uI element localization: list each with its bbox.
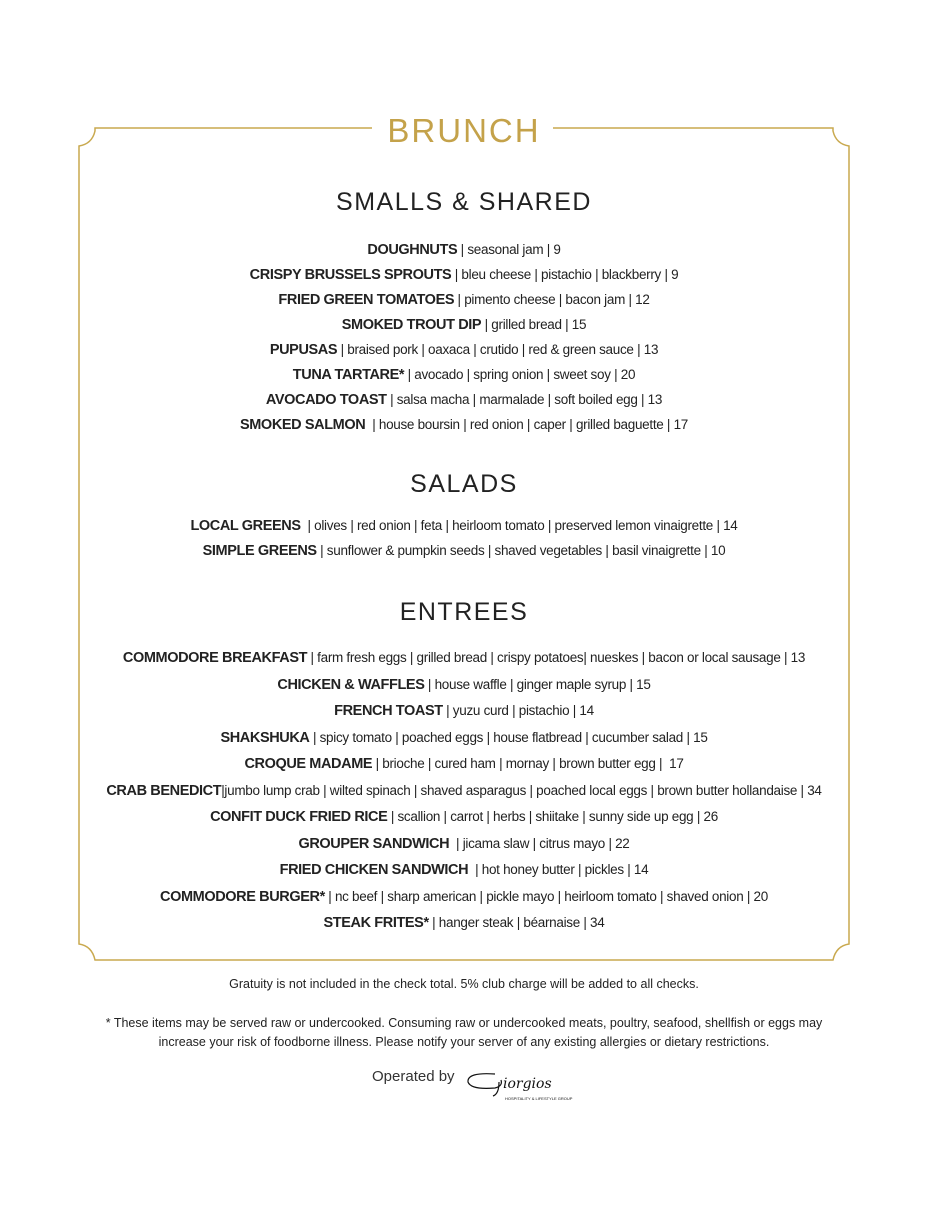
menu-item-name: COMMODORE BURGER* [160,888,325,905]
menu-item [0,312,928,337]
menu-item-description: | bleu cheese | pistachio | blackberry | 9 [451,267,679,282]
menu-item-description: | avocado | spring onion | sweet soy | 20 [404,367,636,382]
menu-item-description: | brioche | cured ham | mornay | brown butter egg | 17 [372,756,684,771]
menu-item-description: | spicy tomato | poached eggs | house flatbread | cucumber salad | 15 [309,729,708,745]
menu-item [0,751,928,778]
menu-item-name: DOUGHNUTS [367,242,458,258]
section-heading-smalls: SMALLS & SHARED [336,188,592,216]
menu-item-description: | sunflower & pumpkin seeds | shaved vegetables | basil vinaigrette | 10 [316,543,726,558]
menu-item [0,387,928,412]
menu-item [0,237,928,262]
section-heading-entrees: ENTREES [399,598,529,626]
giorgios-logo [465,1068,573,1104]
menu-item-name: STEAK FRITES* [323,915,429,931]
menu-item-description: | braised pork | oaxaca | crutido | red & green sauce | 13 [337,342,659,357]
menu-item-description: | salsa macha | marmalade | soft boiled egg | 13 [386,392,663,407]
raw-warning-line-2: increase your risk of foodborne illness. Please notify your server of any existing allergies or dietary restrictions. [158,1035,770,1049]
menu-item-description: | scallion | carrot | herbs | shiitake | sunny side up egg | 26 [387,809,718,824]
menu-item [0,831,928,858]
menu-item-description: | yuzu curd | pistachio | 14 [442,703,594,718]
menu-item-description: | nc beef | sharp american | pickle mayo | heirloom tomato | shaved onion | 20 [324,888,768,904]
menu-item [0,412,928,437]
menu-item [0,698,928,725]
menu-item [0,645,928,672]
menu-item [0,910,928,937]
menu-item-name: SHAKSHUKA [220,729,310,746]
menu-item [0,513,928,538]
menu-item-name: CHICKEN & WAFFLES [277,676,425,693]
menu-item-name: CRAB BENEDICT [106,782,222,799]
menu-item [0,725,928,752]
menu-item-name: CONFIT DUCK FRIED RICE [210,809,388,825]
menu-item-description: |jumbo lump crab | wilted spinach | shaved asparagus | poached local eggs | brown butter hollandaise | 34 [221,782,822,798]
menu-item [0,362,928,387]
menu-item-name: FRIED CHICKEN SANDWICH [279,862,469,878]
menu-item-name: FRENCH TOAST [334,703,443,719]
menu-item [0,884,928,911]
section-heading-salads: SALADS [410,470,518,498]
menu-item-name: AVOCADO TOAST [265,392,387,408]
menu-item-name: SMOKED SALMON [239,417,366,433]
menu-item-description: | jicama slaw | citrus mayo | 22 [449,835,630,851]
menu-item-name: SIMPLE GREENS [202,543,317,559]
menu-item [0,804,928,831]
menu-item-description: | grilled bread | 15 [481,317,587,332]
salads-list [0,513,928,563]
menu-item-description: | house waffle | ginger maple syrup | 15 [424,676,651,692]
menu-item-name: LOCAL GREENS [190,518,301,534]
entrees-list [0,645,928,937]
menu-item-description: | seasonal jam | 9 [457,242,561,257]
gratuity-note: Gratuity is not included in the check total. 5% club charge will be added to all checks. [229,977,699,991]
menu-item [0,262,928,287]
menu-item [0,672,928,699]
menu-title: BRUNCH [387,112,541,149]
menu-item-name: TUNA TARTARE* [292,367,405,383]
menu-item [0,287,928,312]
smalls-list [0,237,928,437]
operated-by-label: Operated by [372,1068,455,1085]
raw-warning-line-1: * These items may be served raw or undercooked. Consuming raw or undercooked meats, poultry, seafood, shellfish or eggs may [105,1016,823,1030]
menu-item-description: | hanger steak | béarnaise | 34 [428,915,605,930]
menu-item [0,337,928,362]
menu-item-description: | olives | red onion | feta | heirloom tomato | preserved lemon vinaigrette | 14 [300,518,738,533]
menu-item-name: COMMODORE BREAKFAST [122,650,308,666]
menu-item [0,778,928,805]
menu-item-name: FRIED GREEN TOMATOES [278,292,455,308]
svg-text:iorgios: iorgios [503,1076,552,1092]
menu-item [0,857,928,884]
menu-item-name: PUPUSAS [269,342,338,358]
svg-text:HOSPITALITY & LIFESTYLE GROUP: HOSPITALITY & LIFESTYLE GROUP [505,1096,573,1101]
menu-item-description: | farm fresh eggs | grilled bread | crispy potatoes| nueskes | bacon or local sausage | 13 [307,650,806,665]
menu-item-description: | hot honey butter | pickles | 14 [468,862,649,877]
menu-item-name: CRISPY BRUSSELS SPROUTS [249,267,452,283]
menu-item-name: CROQUE MADAME [244,756,373,772]
menu-item-description: | house boursin | red onion | caper | grilled baguette | 17 [365,417,688,432]
menu-item [0,538,928,563]
menu-item-name: SMOKED TROUT DIP [341,317,482,333]
menu-item-name: GROUPER SANDWICH [298,835,450,852]
menu-item-description: | pimento cheese | bacon jam | 12 [454,292,650,307]
